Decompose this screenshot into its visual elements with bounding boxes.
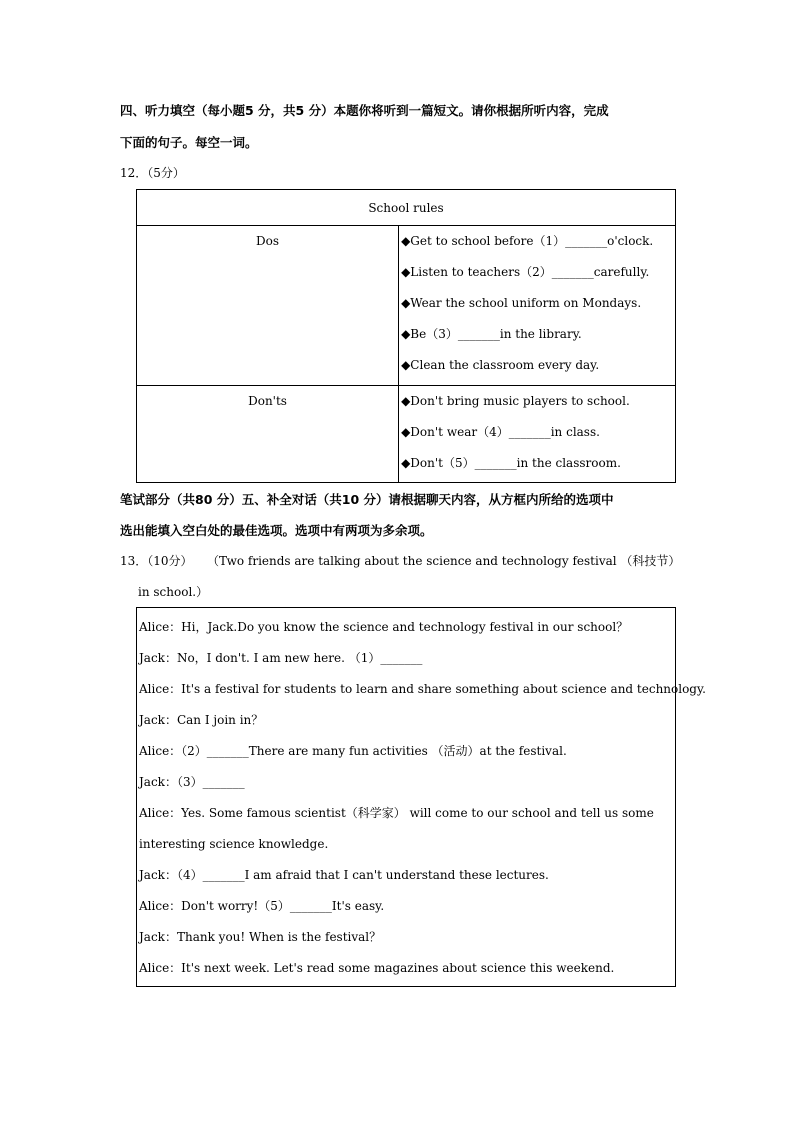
question-12-label: 12．（5分） <box>120 166 185 180</box>
dos-rule-1: ◆Get to school before（1）_______o'clock. <box>401 234 654 248</box>
dos-label: Dos <box>256 234 280 248</box>
donts-rule-3: ◆Don't（5）_______in the classroom. <box>401 456 621 470</box>
dialog-line-3: Alice：It's a festival for students to learn and share something about science and technology. <box>139 682 706 696</box>
dos-rule-3: ◆Wear the school uniform on Mondays. <box>401 296 642 310</box>
dialog-line-1: Alice：Hi，Jack.Do you know the science and technology festival in our school？ <box>139 620 629 634</box>
section4-heading-line1: 四、听力填空（每小题5 分，共5 分）本题你将听到一篇短文。请你根据所听内容，完成 <box>120 103 609 118</box>
donts-label: Don'ts <box>248 394 287 408</box>
dos-rule-2: ◆Listen to teachers（2）_______carefully. <box>401 265 650 279</box>
written-heading-line2: 选出能填入空白处的最佳选项。选项中有两项为多余项。 <box>120 523 433 538</box>
donts-rule-2: ◆Don't wear（4）_______in class. <box>401 425 600 439</box>
dialog-line-5: Alice：（2）_______There are many fun activities （活动）at the festival. <box>139 744 567 758</box>
dialog-line-10: Alice：Don't worry!（5）_______It's easy. <box>139 899 385 913</box>
dialog-line-7: Alice：Yes. Some famous scientist（科学家） will come to our school and tell us some <box>139 806 654 820</box>
dialog-line-4: Jack：Can I join in？ <box>139 713 264 727</box>
donts-rule-1: ◆Don't bring music players to school. <box>401 394 630 408</box>
dialog-line-12: Alice：It's next week. Let's read some magazines about science this weekend. <box>139 961 615 975</box>
table-title: School rules <box>137 190 676 226</box>
question-13-intro-line2: in school.） <box>138 585 209 599</box>
school-rules-table <box>136 189 676 483</box>
dialog-box <box>136 607 706 987</box>
dialog-line-2: Jack：No，I don't. I am new here. （1）_______ <box>139 651 423 665</box>
dos-rule-4: ◆Be（3）_______in the library. <box>401 327 582 341</box>
dos-rule-5: ◆Clean the classroom every day. <box>401 358 600 372</box>
dialog-line-8: interesting science knowledge. <box>139 837 329 851</box>
question-13-intro-line1: （Two friends are talking about the science and technology festival （科技节） <box>207 554 681 568</box>
written-heading-line1: 笔试部分（共80 分）五、补全对话（共10 分）请根据聊天内容，从方框内所给的选项中 <box>120 492 614 507</box>
question-13-label: 13．（10分） <box>120 554 193 568</box>
dialog-line-11: Jack：Thank you! When is the festival？ <box>139 930 382 944</box>
dialog-line-6: Jack：（3）_______ <box>139 775 245 789</box>
dialog-line-9: Jack：（4）_______I am afraid that I can't understand these lectures. <box>139 868 549 882</box>
section4-heading-line2: 下面的句子。每空一词。 <box>120 135 258 150</box>
